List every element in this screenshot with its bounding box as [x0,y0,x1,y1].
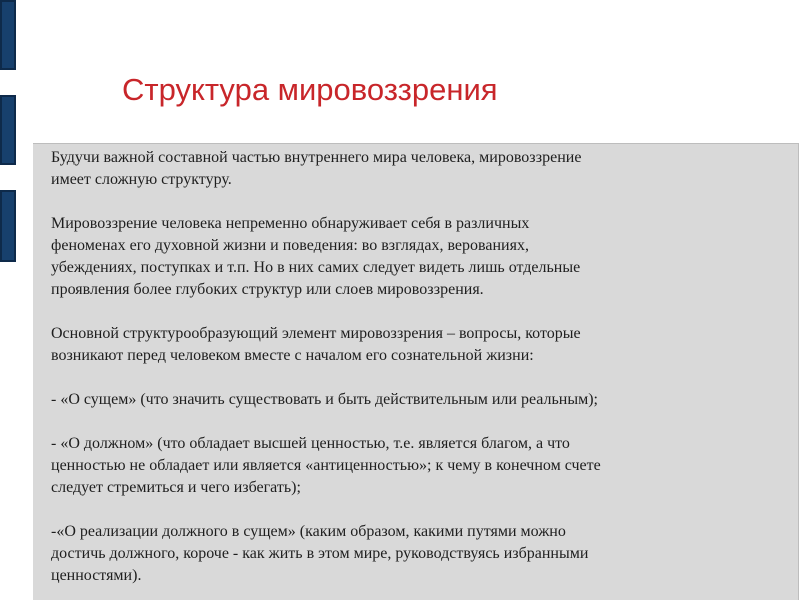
slide-title: Структура мировоззрения [122,72,498,107]
decorative-side-bar [0,95,16,165]
paragraph-core-element: Основной структурообразующий элемент мировоззрения – вопросы, которые возникают перед человеком вместе с началом его сознательной жизни: [51,325,581,364]
content-box [33,143,799,600]
list-item-being: - «О сущем» (что значить существовать и быть действительным или реальным); [51,391,598,408]
decorative-side-bar [0,190,16,262]
paragraph-manifestations: Мировоззрение человека непременно обнаруживает себя в различных феноменах его духовной жизни и поведения: во взглядах, верованиях, убеждениях, поступках и т.п. Но в них самих следует видеть лишь отдельные проявления более глубоких структур или слоев мировоззрения. [51,215,581,298]
list-item-realization: -«О реализации должного в сущем» (каким образом, какими путями можно достичь должного, короче - как жить в этом мире, руководствуясь избранными ценностями). [51,523,589,584]
decorative-side-bar [0,0,16,70]
paragraph-intro: Будучи важной составной частью внутреннего мира человека, мировоззрение имеет сложную структуру. [51,149,582,188]
list-item-ought: - «О должном» (что обладает высшей ценностью, т.е. является благом, а что ценностью не обладает или является «антиценностью»; к чему в конечном счете следует стремиться и чего избегать); [51,435,601,496]
